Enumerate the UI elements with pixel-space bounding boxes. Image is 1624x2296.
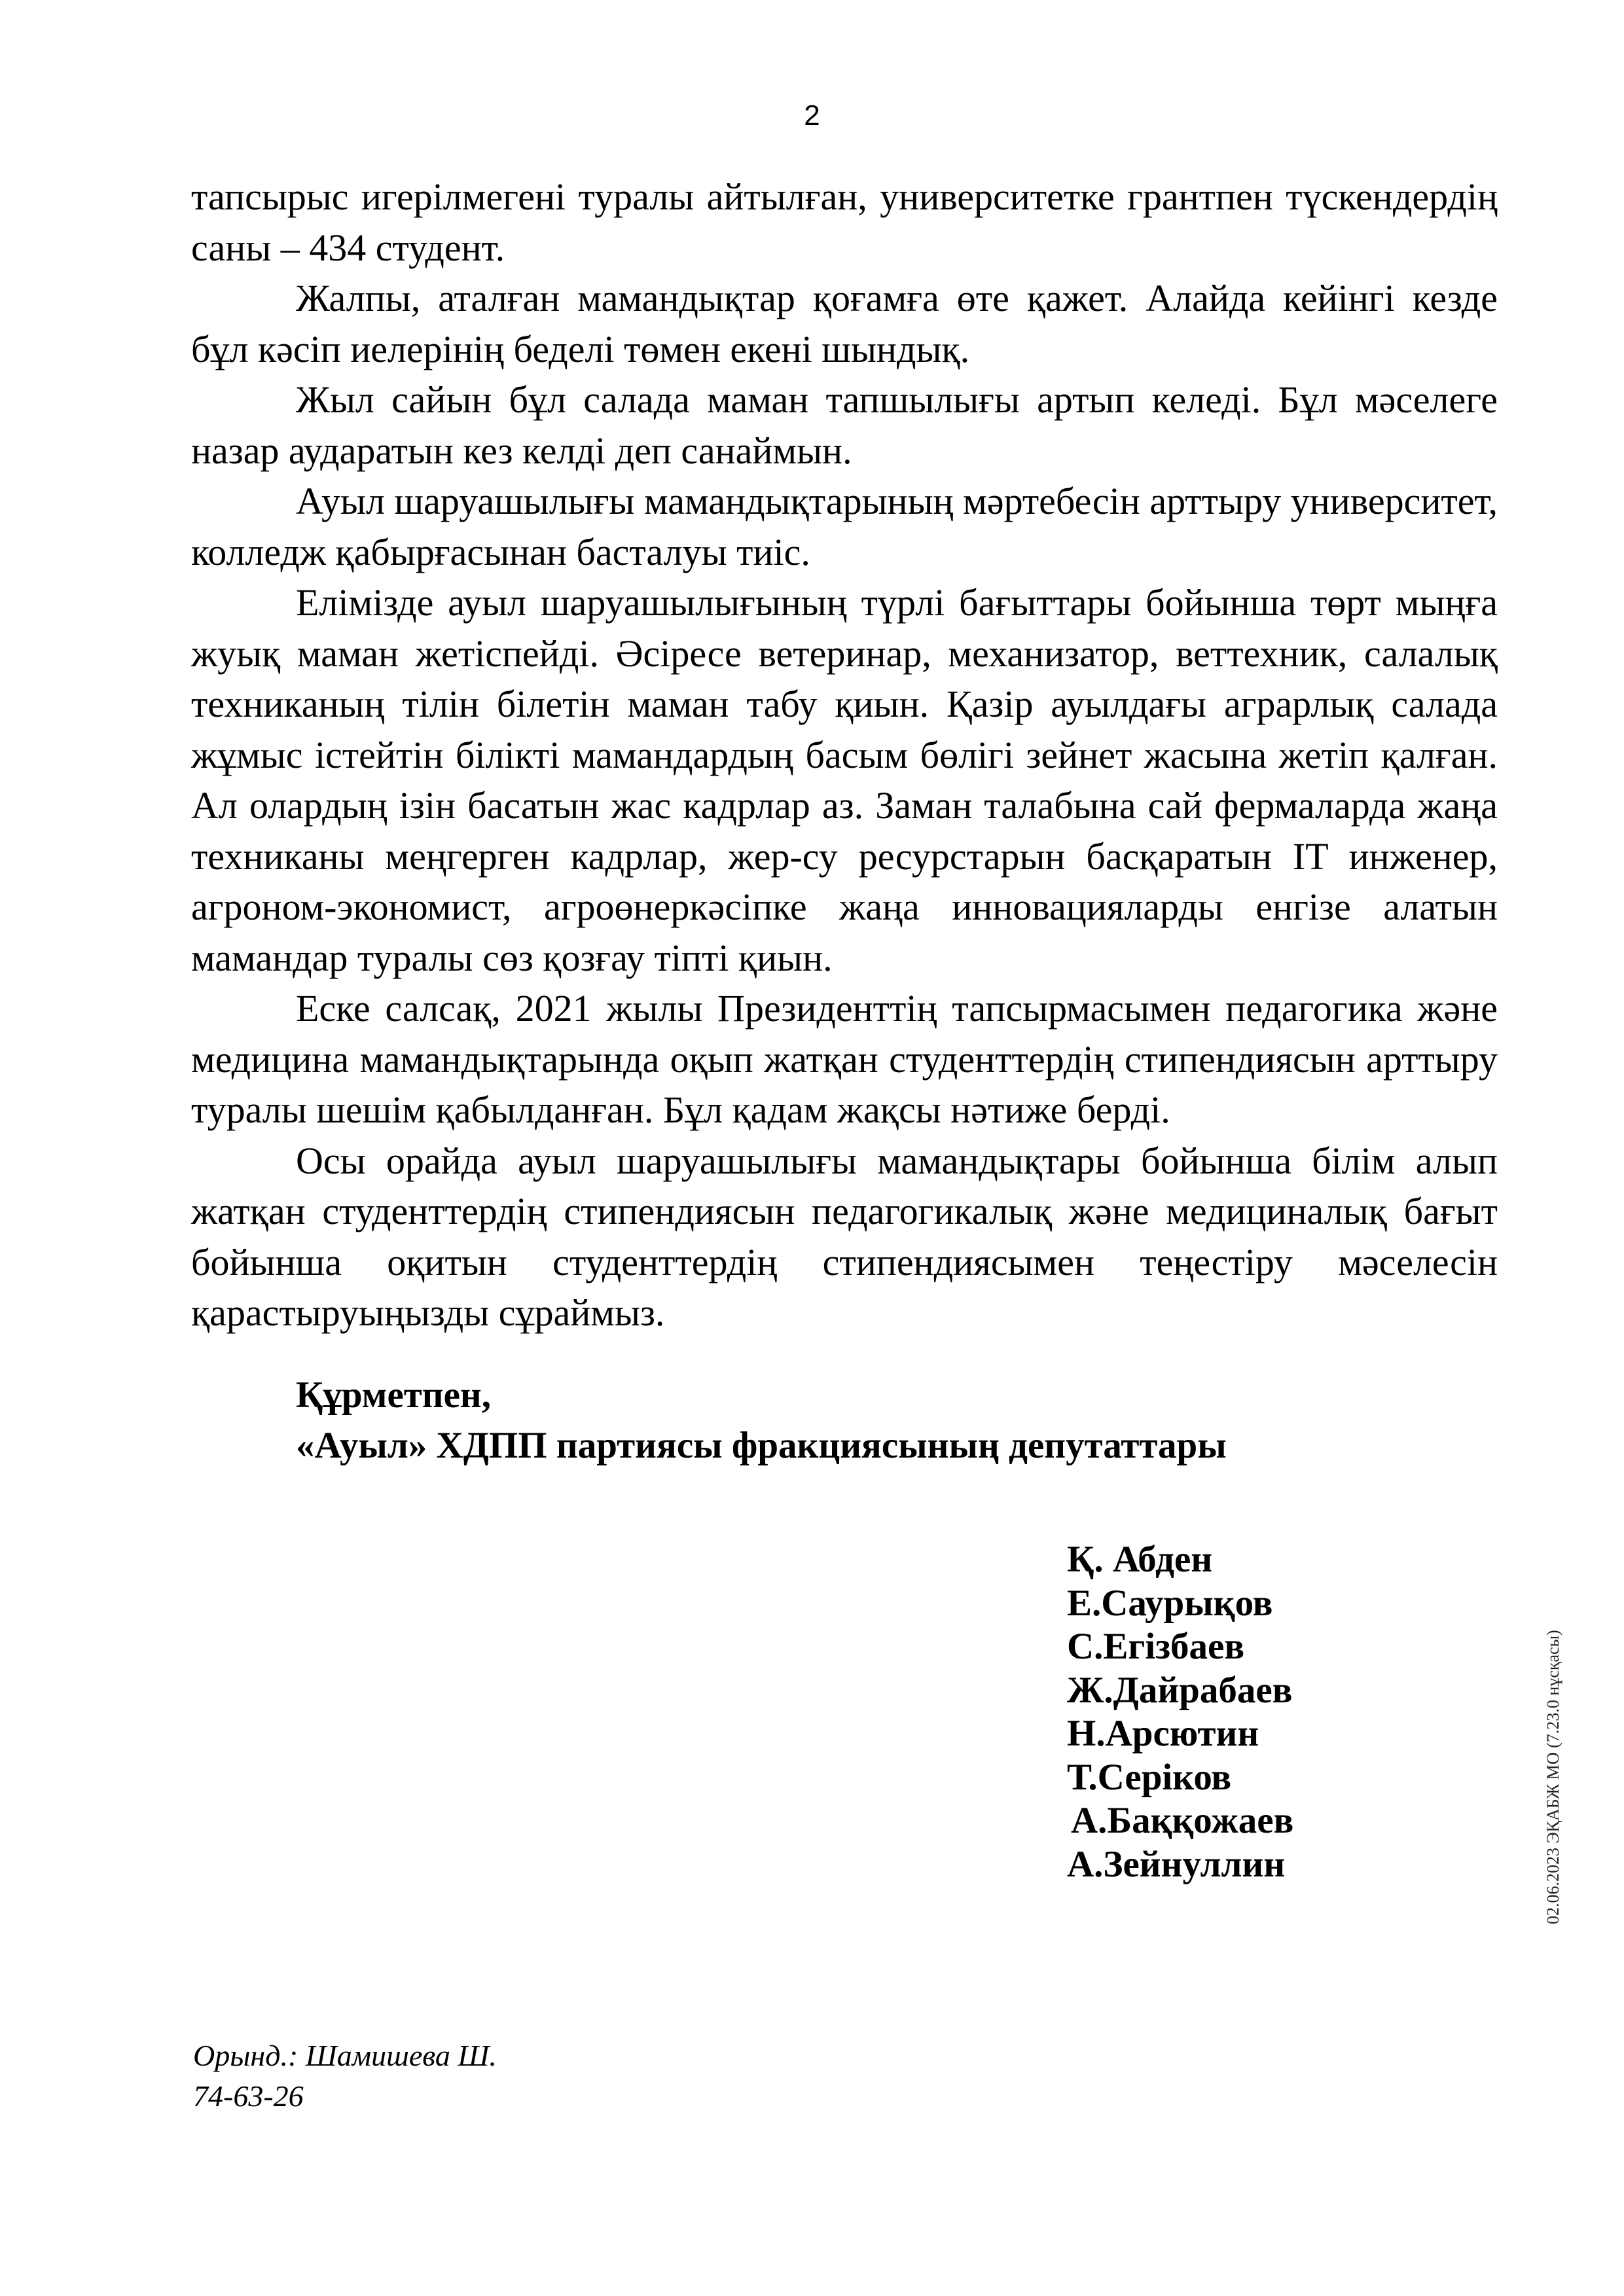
paragraph: тапсырыс игерілмегені туралы айтылған, университетке грантпен түскендердің саны – 434 студент. bbox=[191, 175, 1498, 269]
system-stamp: 02.06.2023 ЭҚАБЖ МО (7.23.0 нұсқасы) bbox=[1543, 1630, 1562, 1924]
closing-sender: «Ауыл» ХДПП партиясы фракциясының депутаттары bbox=[296, 1425, 1227, 1466]
signatory-name: Е.Саурықов bbox=[1067, 1582, 1273, 1624]
signatory-name: Ж.Дайрабаев bbox=[1067, 1669, 1293, 1711]
signatory-list bbox=[1067, 1538, 1293, 1886]
paragraph: Жалпы, аталған мамандықтар қоғамға өте қажет. Алайда кейінгі кезде бұл кәсіп иелерінің беделі төмен екені шындық. bbox=[191, 277, 1498, 370]
signatory-name: А.Зейнуллин bbox=[1067, 1843, 1286, 1885]
signatory-name: Н.Арсютин bbox=[1067, 1713, 1259, 1754]
signatory-name: Т.Серіков bbox=[1067, 1756, 1232, 1798]
executor-phone: 74-63-26 bbox=[193, 2079, 304, 2113]
page-number: 2 bbox=[804, 99, 820, 132]
signatory-name: С.Егізбаев bbox=[1067, 1626, 1245, 1667]
paragraph: Елімізде ауыл шаруашылығының түрлі бағыттары бойынша төрт мыңға жуық маман жетіспейді. Әсіресе ветеринар, механизатор, веттехник, салалық техниканың тілін білетін маман табу қиын. Қазір ауылдағы аграрлық салада жұмыс істейтін білікті мамандардың басым бөлігі зейнет жасына жетіп қалған. Ал олардың ізін басатын жас кадрлар аз. Заман талабына сай фермаларда жаңа техниканы меңгерген кадрлар, жер-су ресурстарын басқаратын IT инженер, агроном-экономист, агроөнеркәсіпке жаңа инновацияларды енгізе алатын мамандар туралы сөз қозғау тіпті қиын. bbox=[191, 581, 1498, 979]
closing-block bbox=[296, 1370, 1227, 1471]
signatory-name: Қ. Абден bbox=[1067, 1539, 1213, 1580]
paragraph: Осы орайда ауыл шаруашылығы мамандықтары бойынша білім алып жатқан студенттердің стипендиясын педагогикалық және медициналық бағыт бойынша оқитын студенттердің стипендиясымен теңестіру мәселесін қарастыруыңызды сұраймыз. bbox=[191, 1139, 1498, 1334]
closing-greeting: Құрметпен, bbox=[296, 1374, 492, 1416]
paragraph: Еске салсақ, 2021 жылы Президенттің тапсырмасымен педагогика және медицина мамандықтарында оқып жатқан студенттердің стипендиясын арттыру туралы шешім қабылданған. Бұл қадам жақсы нәтиже берді. bbox=[191, 987, 1498, 1131]
paragraph: Жыл сайын бұл салада маман тапшылығы артып келеді. Бұл мәселеге назар аударатын кез келді деп санаймын. bbox=[191, 378, 1498, 472]
signatory-name: А.Баққожаев bbox=[1071, 1800, 1294, 1841]
executor-name: Орынд.: Шамишева Ш. bbox=[193, 2039, 497, 2072]
executor-block bbox=[193, 2036, 497, 2117]
paragraph: Ауыл шаруашылығы мамандықтарының мәртебесін арттыру университет, колледж қабырғасынан басталуы тиіс. bbox=[191, 480, 1498, 573]
letter-body bbox=[191, 171, 1498, 1338]
